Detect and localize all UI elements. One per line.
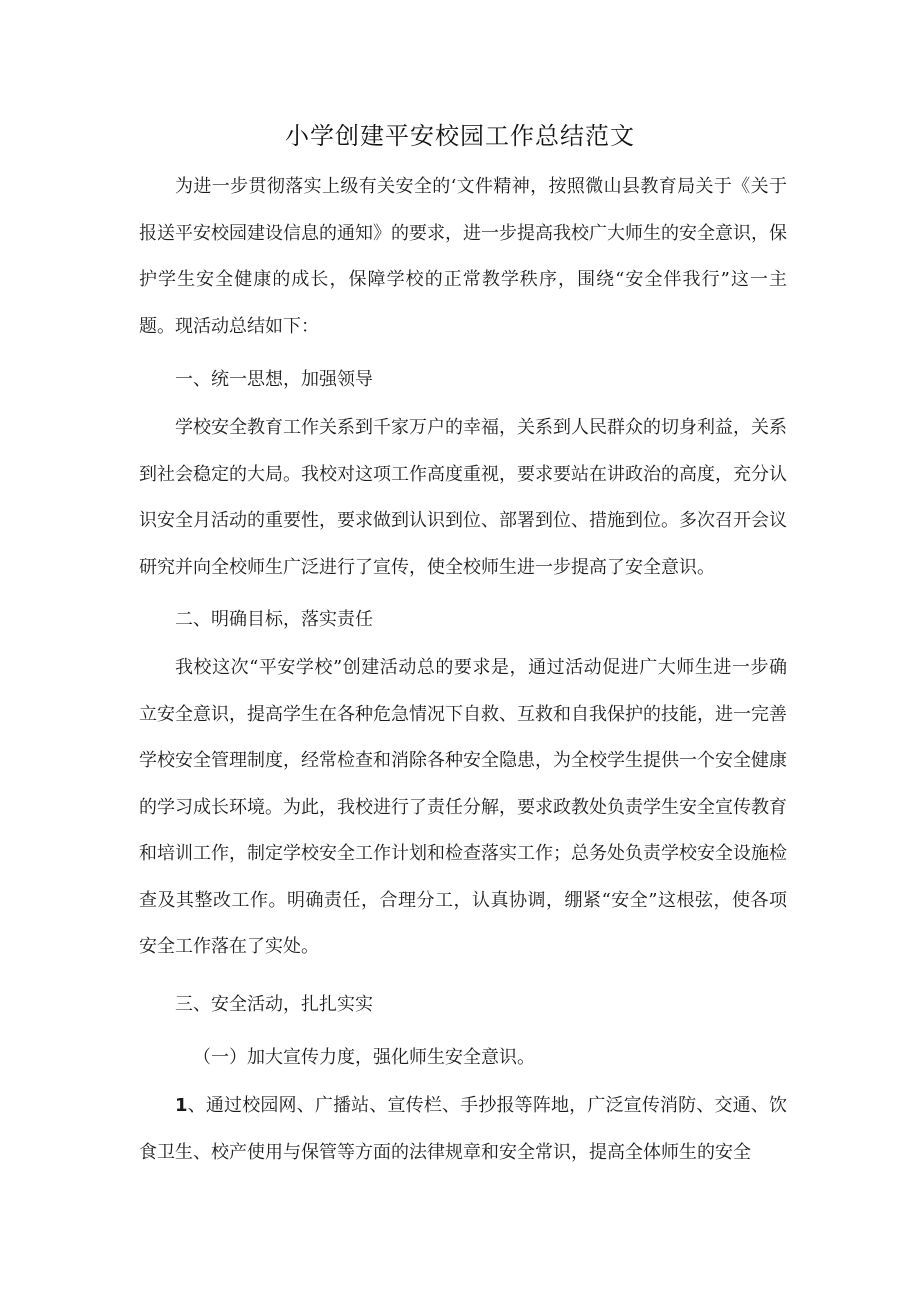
document-title: 小学创建平安校园工作总结范文 [285,122,635,150]
sub-heading-1: （一）加大宣传力度，强化师生安全意识。 [193,1047,535,1068]
section-heading-3: 三、安全活动，扎扎实实 [175,994,373,1015]
list-item-1 [139,1083,787,1176]
intro-paragraph: 为进一步贯彻落实上级有关安全的‘文件精神，按照微山县教育局关于《关于报送平安校园建设信息的通知》的要求，进一步提高我校广大师生的安全意识，保护学生安全健康的成长，保障学校的正常教学秩序，围绕“安全伴我行”这一主题。现活动总结如下： [139,176,787,337]
list-item-number: 1 [175,1095,188,1116]
section-body-1: 学校安全教育工作关系到千家万户的幸福，关系到人民群众的切身利益，关系到社会稳定的大局。我校对这项工作高度重视，要求要站在讲政治的高度，充分认识安全月活动的重要性，要求做到认识到位、部署到位、措施到位。多次召开会议研究并向全校师生广泛进行了宣传，使全校师生进一步提高了安全意识。 [139,417,787,578]
section-body-2: 我校这次“平安学校”创建活动总的要求是，通过活动促进广大师生进一步确立安全意识，提高学生在各种危急情况下自救、互救和自我保护的技能，进一完善学校安全管理制度，经常检查和消除各种安全隐患，为全校学生提供一个安全健康的学习成长环境。为此，我校进行了责任分解，要求政教处负责学生安全宣传教育和培训工作，制定学校安全工作计划和检查落实工作；总务处负责学校安全设施检查及其整改工作。明确责任，合理分工，认真协调，绷紧“安全”这根弦，使各项安全工作落在了实处。 [139,657,787,957]
section-heading-1: 一、统一思想，加强领导 [175,369,373,390]
list-item-text: 、通过校园网、广播站、宣传栏、手抄报等阵地，广泛宣传消防、交通、饮食卫生、校产使用与保管等方面的法律规章和安全常识，提高全体师生的安全 [139,1095,787,1163]
section-heading-2: 二、明确目标，落实责任 [175,609,373,630]
